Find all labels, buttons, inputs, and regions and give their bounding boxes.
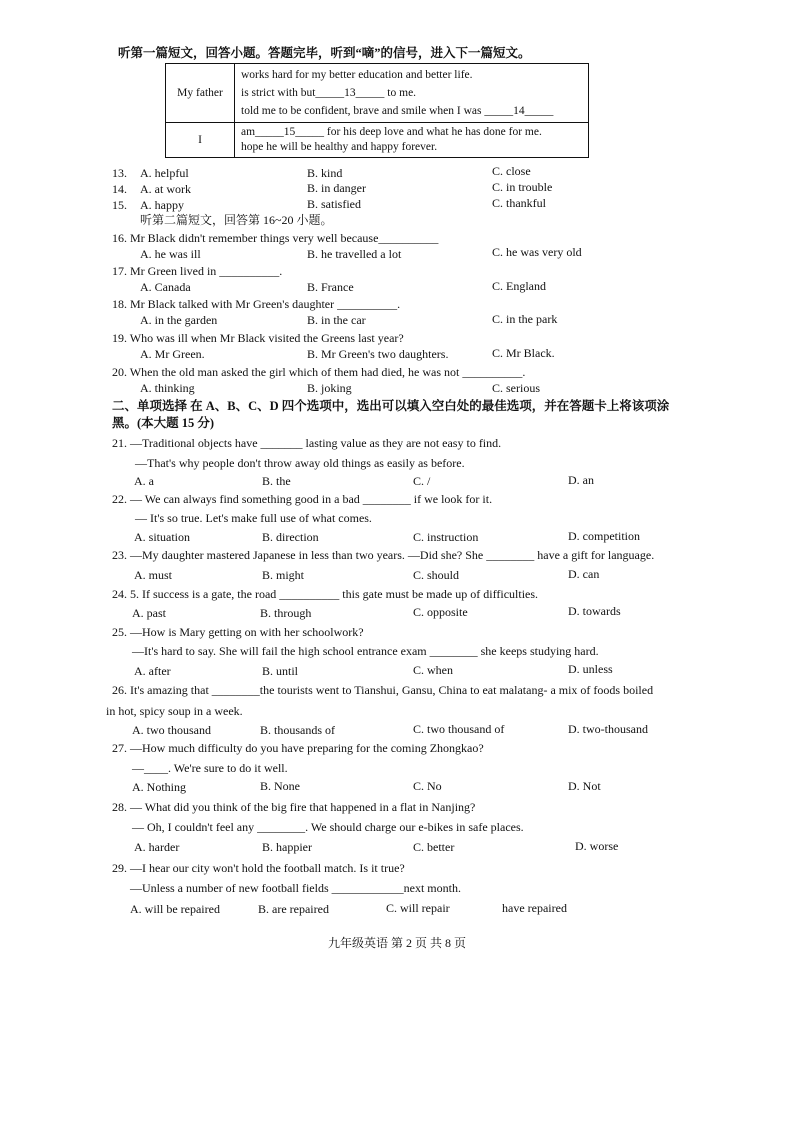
question-number: 18. bbox=[112, 297, 127, 311]
table-cell-i bbox=[235, 123, 589, 158]
question-number: 16. bbox=[112, 231, 127, 245]
listening-instruction: 听第一篇短文，回答小题。答题完毕，听到“嘀”的信号，进入下一篇短文。 bbox=[118, 46, 531, 60]
question-number: 27. bbox=[112, 741, 127, 755]
table-label-father: My father bbox=[166, 64, 235, 123]
option: B. kind bbox=[307, 166, 343, 180]
question-19 bbox=[112, 331, 404, 345]
question-stem: It's amazing that ________the tourists went to Tianshui, Gansu, China to eat malatang- a mix of foods boiled bbox=[130, 683, 654, 697]
option: C. No bbox=[413, 779, 442, 793]
question-stem: Mr Black talked with Mr Green's daughter __________. bbox=[130, 297, 401, 311]
question-number: 14. bbox=[112, 182, 127, 196]
option: C. when bbox=[413, 663, 453, 677]
question-23 bbox=[112, 548, 654, 562]
option: D. two-thousand bbox=[568, 722, 648, 736]
option: A. happy bbox=[140, 198, 184, 212]
question-stem-cont: — It's so true. Let's make full use of what comes. bbox=[135, 511, 372, 525]
option: C. will repair bbox=[386, 901, 450, 915]
question-number: 17. bbox=[112, 264, 127, 278]
option: A. thinking bbox=[140, 381, 195, 395]
option: C. England bbox=[492, 279, 546, 293]
question-16 bbox=[112, 231, 438, 245]
question-22 bbox=[112, 492, 492, 506]
option: A. Nothing bbox=[132, 780, 186, 794]
listening-table bbox=[165, 63, 589, 158]
option: D. an bbox=[568, 473, 594, 487]
option: A. will be repaired bbox=[130, 902, 220, 916]
option: D. can bbox=[568, 567, 600, 581]
option: D. competition bbox=[568, 529, 640, 543]
option: B. until bbox=[262, 664, 299, 678]
question-stem: — What did you think of the big fire that happened in a flat in Nanjing? bbox=[130, 800, 476, 814]
option: A. at work bbox=[140, 182, 191, 196]
option: C. should bbox=[413, 568, 460, 582]
option: B. through bbox=[260, 606, 312, 620]
option: B. in the car bbox=[307, 313, 366, 327]
option: B. might bbox=[262, 568, 305, 582]
question-26 bbox=[112, 683, 653, 697]
question-stem-cont: —That's why people don't throw away old things as easily as before. bbox=[135, 456, 465, 470]
question-stem: — We can always find something good in a bad ________ if we look for it. bbox=[130, 492, 493, 506]
option: D. Not bbox=[568, 779, 601, 793]
question-number: 20. bbox=[112, 365, 127, 379]
option: C. Mr Black. bbox=[492, 346, 555, 360]
option: B. None bbox=[260, 779, 300, 793]
table-line: hope he will be healthy and happy forever. bbox=[241, 141, 438, 153]
question-21 bbox=[112, 436, 501, 450]
option: B. joking bbox=[307, 381, 352, 395]
option: A. helpful bbox=[140, 166, 189, 180]
question-number: 29. bbox=[112, 861, 127, 875]
table-line: told me to be confident, brave and smile when I was _____14_____ bbox=[241, 105, 554, 117]
question-15 bbox=[112, 198, 127, 212]
option: D. worse bbox=[575, 839, 619, 853]
question-25 bbox=[112, 625, 364, 639]
option: C. he was very old bbox=[492, 245, 582, 259]
question-number: 25. bbox=[112, 625, 127, 639]
question-29 bbox=[112, 861, 405, 875]
question-stem: Mr Black didn't remember things very well because__________ bbox=[130, 231, 439, 245]
table-line: am_____15_____ for his deep love and what he has done for me. bbox=[241, 126, 542, 138]
option: C. / bbox=[413, 474, 431, 488]
option: B. direction bbox=[262, 530, 319, 544]
question-stem: —Traditional objects have _______ lasting value as they are not easy to find. bbox=[130, 436, 502, 450]
question-24 bbox=[112, 587, 538, 601]
option: have repaired bbox=[502, 901, 567, 915]
question-stem: —How much difficulty do you have preparing for the coming Zhongkao? bbox=[130, 741, 484, 755]
option: B. in danger bbox=[307, 181, 366, 195]
option: B. satisfied bbox=[307, 197, 361, 211]
option: B. he travelled a lot bbox=[307, 247, 402, 261]
option: C. close bbox=[492, 164, 531, 178]
option: C. in trouble bbox=[492, 180, 553, 194]
option: A. Canada bbox=[140, 280, 191, 294]
question-stem: —How is Mary getting on with her schoolwork? bbox=[130, 625, 364, 639]
question-stem: Mr Green lived in __________. bbox=[130, 264, 283, 278]
question-stem-cont: —____. We're sure to do it well. bbox=[132, 761, 288, 775]
question-number: 15. bbox=[112, 198, 127, 212]
question-number: 28. bbox=[112, 800, 127, 814]
table-label-i: I bbox=[166, 123, 235, 158]
question-28 bbox=[112, 800, 475, 814]
option: B. France bbox=[307, 280, 354, 294]
option: D. unless bbox=[568, 662, 613, 676]
question-stem-cont: —Unless a number of new football fields ____________next month. bbox=[130, 881, 461, 895]
question-stem: —My daughter mastered Japanese in less than two years. —Did she? She ________ have a gift for language. bbox=[130, 548, 655, 562]
question-stem: Who was ill when Mr Black visited the Greens last year? bbox=[129, 331, 404, 345]
question-stem-cont: in hot, spicy soup in a week. bbox=[106, 704, 243, 718]
option: B. happier bbox=[262, 840, 312, 854]
option: A. two thousand bbox=[132, 723, 211, 737]
question-stem-cont: —It's hard to say. She will fail the high school entrance exam ________ she keeps studying hard. bbox=[132, 644, 599, 658]
option: B. are repaired bbox=[258, 902, 329, 916]
option: A. situation bbox=[134, 530, 190, 544]
question-number: 24. bbox=[112, 587, 127, 601]
table-line: is strict with but_____13_____ to me. bbox=[241, 87, 417, 99]
question-13 bbox=[112, 166, 127, 180]
option: C. thankful bbox=[492, 196, 546, 210]
option: C. opposite bbox=[413, 605, 468, 619]
question-stem: 5. If success is a gate, the road __________ this gate must be made up of difficulties. bbox=[130, 587, 539, 601]
option: B. the bbox=[262, 474, 291, 488]
option: A. past bbox=[132, 606, 166, 620]
second-passage-instruction: 听第二篇短文，回答第 16~20 小题。 bbox=[140, 213, 333, 227]
question-stem-cont: — Oh, I couldn't feel any ________. We should charge our e-bikes in safe places. bbox=[132, 820, 524, 834]
option: A. harder bbox=[134, 840, 180, 854]
question-number: 26. bbox=[112, 683, 127, 697]
question-number: 22. bbox=[112, 492, 127, 506]
option: C. in the park bbox=[492, 312, 558, 326]
section-2-heading: 二、单项选择 在 A、B、C、D 四个选项中，选出可以填入空白处的最佳选项，并在答题卡上将该项涂 bbox=[112, 399, 670, 413]
option: A. Mr Green. bbox=[140, 347, 205, 361]
option: A. a bbox=[134, 474, 154, 488]
question-27 bbox=[112, 741, 484, 755]
question-stem: When the old man asked the girl which of them had died, he was not __________. bbox=[129, 365, 526, 379]
question-18 bbox=[112, 297, 400, 311]
table-line: works hard for my better education and better life. bbox=[241, 69, 473, 81]
question-stem: —I hear our city won't hold the football match. Is it true? bbox=[130, 861, 405, 875]
question-number: 13. bbox=[112, 166, 127, 180]
question-number: 19. bbox=[112, 331, 127, 345]
question-17 bbox=[112, 264, 282, 278]
option: A. in the garden bbox=[140, 313, 218, 327]
option: D. towards bbox=[568, 604, 621, 618]
option: A. after bbox=[134, 664, 171, 678]
question-14 bbox=[112, 182, 127, 196]
option: C. serious bbox=[492, 381, 540, 395]
option: C. better bbox=[413, 840, 455, 854]
question-number: 21. bbox=[112, 436, 127, 450]
option: C. two thousand of bbox=[413, 722, 505, 736]
question-20 bbox=[112, 365, 525, 379]
option: B. Mr Green's two daughters. bbox=[307, 347, 449, 361]
option: B. thousands of bbox=[260, 723, 335, 737]
option: A. he was ill bbox=[140, 247, 201, 261]
section-2-heading-cont: 黑。(本大题 15 分) bbox=[112, 416, 215, 430]
option: C. instruction bbox=[413, 530, 479, 544]
option: A. must bbox=[134, 568, 173, 582]
question-number: 23. bbox=[112, 548, 127, 562]
page-footer: 九年级英语 第 2 页 共 8 页 bbox=[327, 936, 466, 950]
table-cell-father bbox=[235, 64, 589, 123]
